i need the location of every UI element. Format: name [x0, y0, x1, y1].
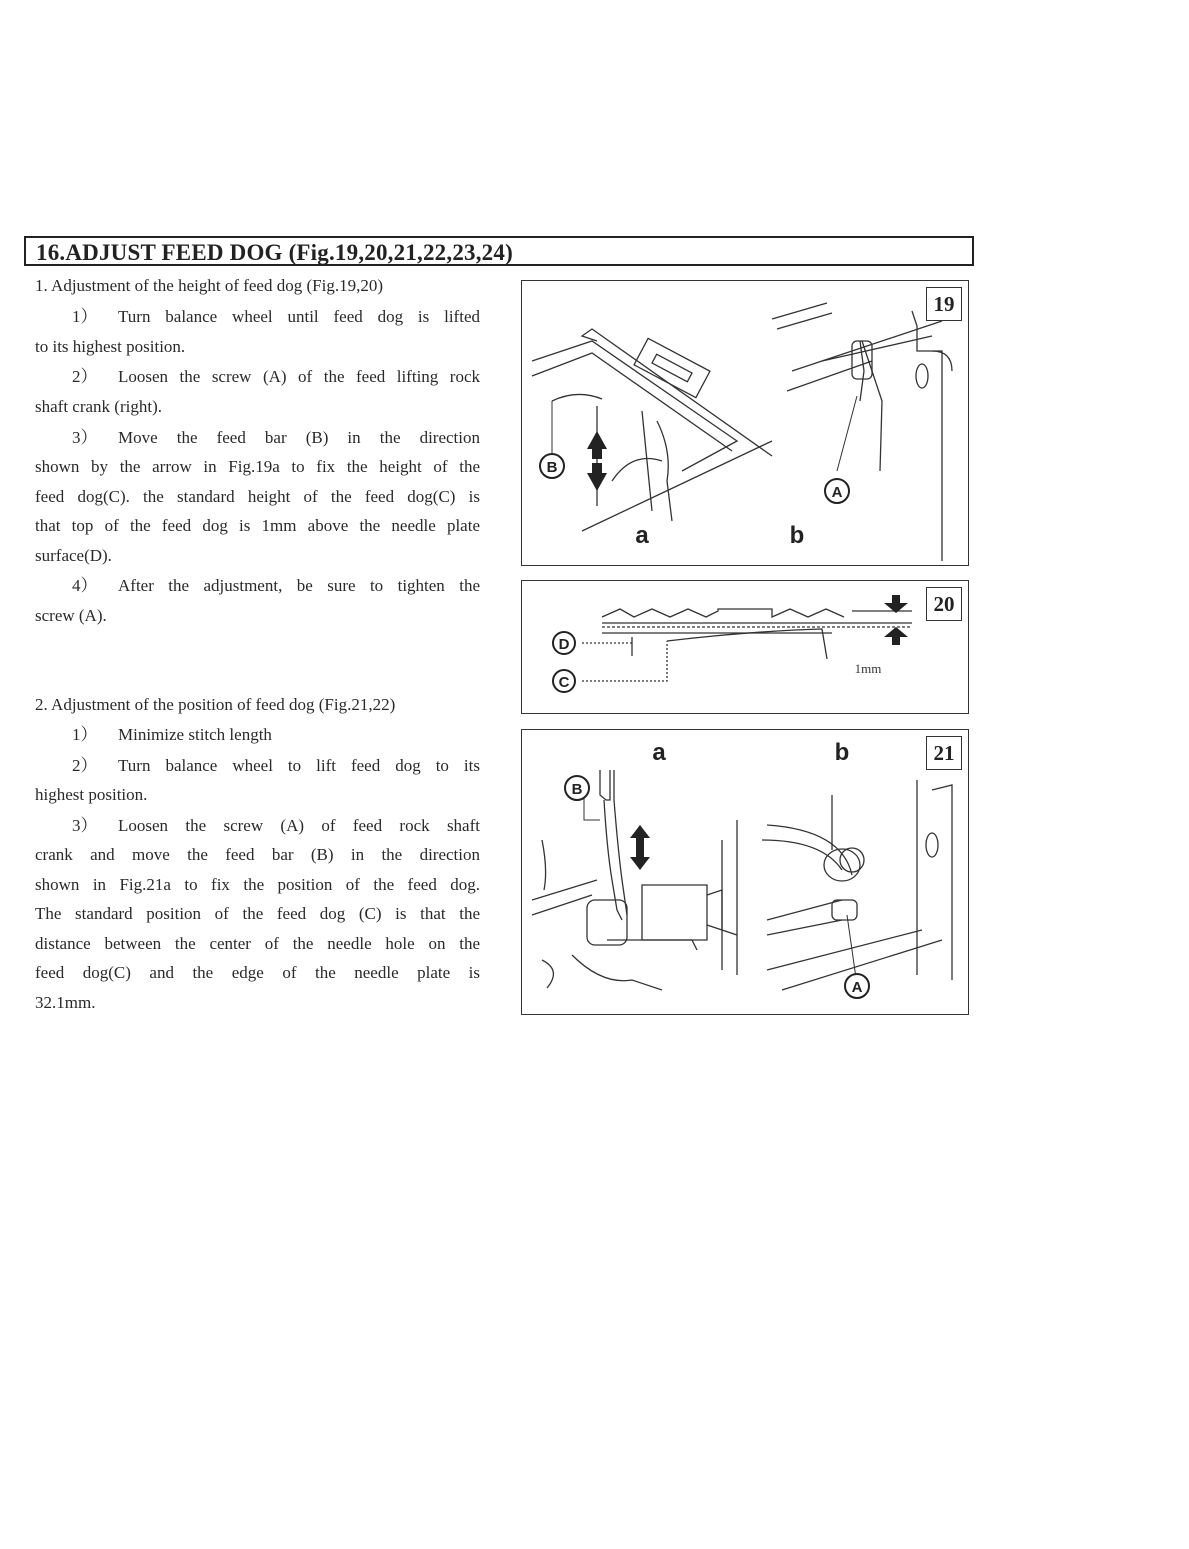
step-number: 4） [72, 576, 98, 595]
section-title-box [24, 236, 974, 266]
figure-19 [521, 280, 969, 566]
step-text: highest position. [35, 785, 148, 804]
callout-a: A [851, 979, 863, 996]
step-text: Turn balance wheel to lift feed dog to its [118, 756, 480, 775]
callout-c: C [558, 674, 570, 691]
step-text: After the adjustment, be sure to tighten the [118, 576, 480, 595]
step-text: Minimize stitch length [118, 725, 272, 744]
step-number: 2） [72, 756, 98, 775]
section-title: 16.ADJUST FEED DOG (Fig.19,20,21,22,23,24) [36, 240, 513, 265]
figure-19-illustration [522, 281, 970, 567]
step-text: Loosen the screw (A) of feed rock shaft [118, 816, 480, 835]
step-text: screw (A). [35, 606, 107, 625]
step-text: that top of the feed dog is 1mm above the needle plate [35, 516, 480, 535]
subfigure-label-b: b [834, 739, 850, 766]
figure-number: 19 [926, 287, 962, 321]
figure-21-illustration [522, 730, 970, 1016]
step-number: 2） [72, 367, 98, 386]
step-number: 1） [72, 307, 98, 326]
step-number: 3） [72, 816, 98, 835]
callout-b: B [546, 459, 558, 476]
figure-21 [521, 729, 969, 1015]
subfigure-label-a: a [652, 739, 666, 766]
step-number: 3） [72, 428, 98, 447]
step-text: The standard position of the feed dog (C) is that the [35, 904, 480, 923]
step-text: shown by the arrow in Fig.19a to fix the height of the [35, 457, 480, 476]
figure-number: 21 [926, 736, 962, 770]
figure-number: 20 [926, 587, 962, 621]
callout-b: B [571, 781, 583, 798]
step-number: 1） [72, 725, 98, 744]
subfigure-label-a: a [635, 522, 649, 549]
step-text: crank and move the feed bar (B) in the direction [35, 845, 480, 864]
step-text: to its highest position. [35, 337, 186, 356]
callout-d: D [558, 636, 570, 653]
figure-20 [521, 580, 969, 714]
part1-heading: 1. Adjustment of the height of feed dog (Fig.19,20) [35, 276, 383, 295]
dimension-label: 1mm [854, 661, 882, 676]
part2-heading: 2. Adjustment of the position of feed dog (Fig.21,22) [35, 695, 396, 714]
callout-a: A [831, 484, 843, 501]
step-text: feed dog(C). the standard height of the feed dog(C) is [35, 487, 480, 506]
figure-20-illustration [522, 581, 970, 715]
subfigure-label-b: b [789, 522, 805, 549]
step-text: 32.1mm. [35, 993, 96, 1012]
step-text: shown in Fig.21a to fix the position of the feed dog. [35, 875, 480, 894]
step-text: Loosen the screw (A) of the feed lifting rock [118, 367, 480, 386]
step-text: shaft crank (right). [35, 397, 162, 416]
step-text: surface(D). [35, 546, 112, 565]
step-text: Move the feed bar (B) in the direction [118, 428, 480, 447]
step-text: distance between the center of the needle hole on the [35, 934, 480, 953]
step-text: feed dog(C) and the edge of the needle plate is [35, 963, 480, 982]
step-text: Turn balance wheel until feed dog is lifted [118, 307, 480, 326]
